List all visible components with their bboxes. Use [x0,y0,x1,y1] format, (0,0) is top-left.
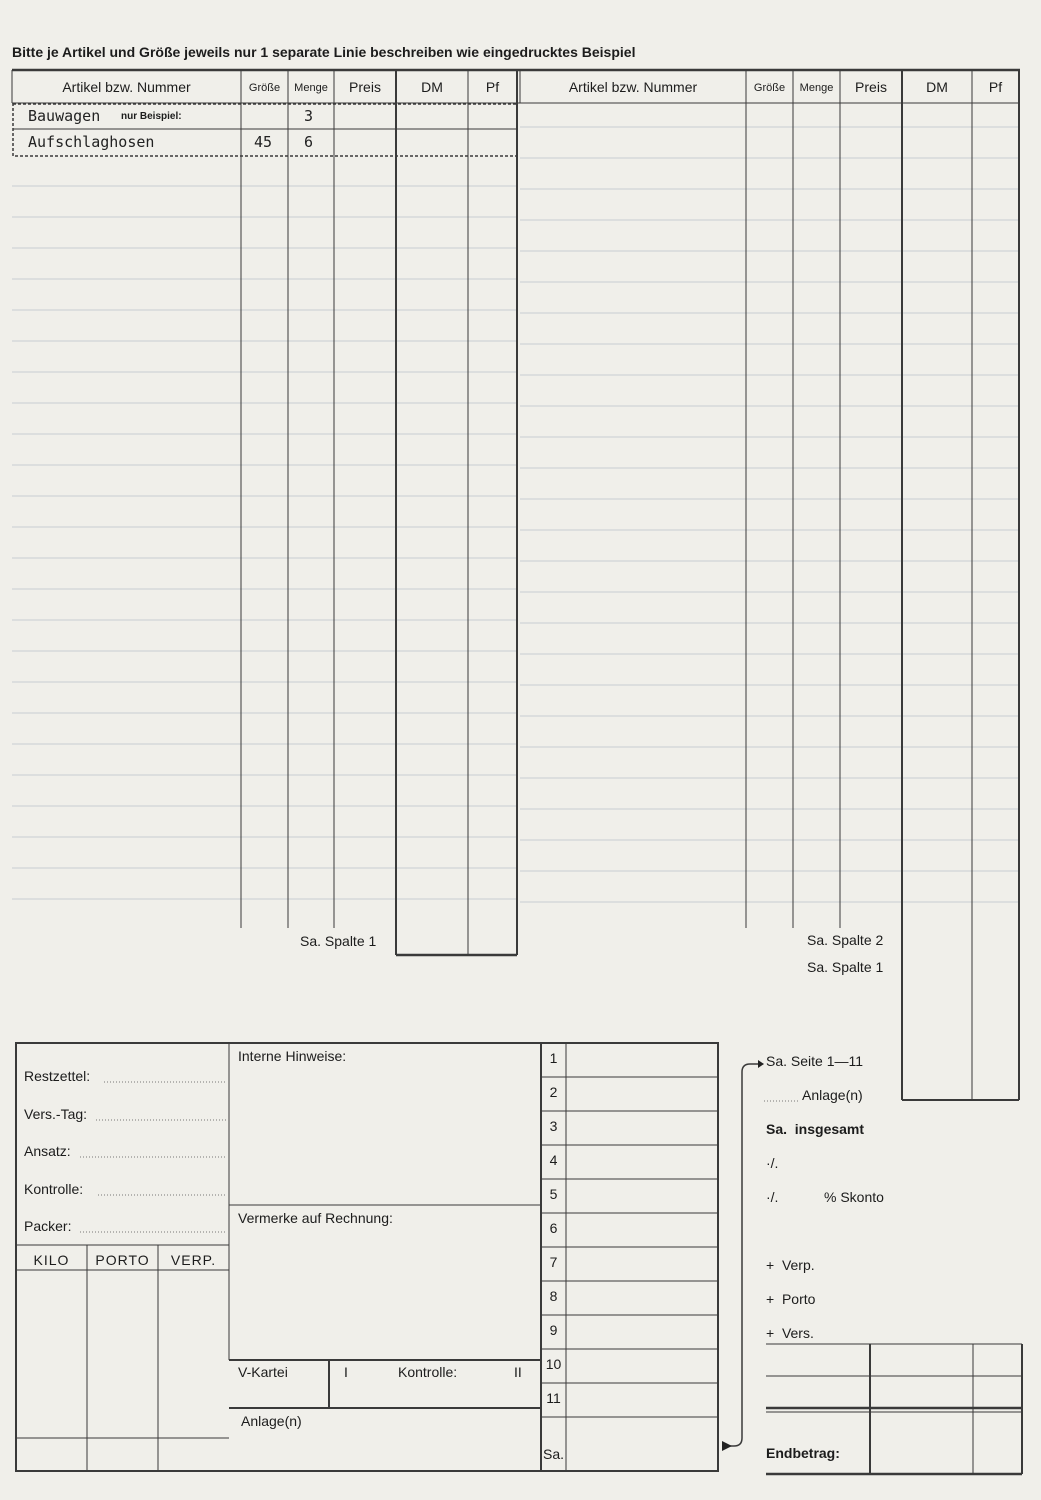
page-number-sum: Sa. [542,1446,564,1462]
header-dm-1: DM [421,79,443,95]
header-qty-1: Menge [294,82,328,94]
header-dm-2: DM [926,79,948,95]
porto-label: PORTO [95,1252,150,1268]
anlagen-total-label: Anlage(n) [802,1087,863,1103]
page-number-4: 4 [549,1152,558,1168]
example-tag: nur Beispiel: [121,111,182,122]
kontrolle-2-label: Kontrolle: [398,1364,458,1380]
sum-column-2-label: Sa. Spalte 2 [807,932,884,948]
page-number-6: 6 [549,1220,558,1236]
header-pf-2: Pf [988,79,1003,95]
page-number-5: 5 [549,1186,558,1202]
example-qty-2: 6 [304,133,314,151]
endbetrag-label: Endbetrag: [766,1445,840,1461]
header-qty-2: Menge [799,82,834,94]
restzettel-label: Restzettel: [24,1068,91,1084]
vers-tag-label: Vers.-Tag: [24,1106,88,1122]
kontrolle-2-mark: II [514,1364,522,1380]
header-size-2: Größe [753,82,786,94]
example-qty-1: 3 [304,107,314,125]
page-number-11: 11 [546,1390,561,1406]
minus-1-label: ·/. [766,1155,779,1171]
packer-label: Packer: [24,1218,72,1234]
header-article-1: Artikel bzw. Nummer [62,79,191,95]
minus-2-label: ·/. [766,1189,779,1205]
example-size-2: 45 [254,133,273,151]
sum-column-1-label: Sa. Spalte 1 [300,933,377,949]
page-number-9: 9 [549,1322,558,1338]
header-size-1: Größe [248,82,281,94]
header-price-1: Preis [349,79,381,95]
plus-porto-label: + Porto [766,1291,816,1307]
header-article-2: Artikel bzw. Nummer [568,79,698,95]
header-pf-1: Pf [485,79,500,95]
header-price-2: Preis [855,79,887,95]
plus-vers-label: + Vers. [766,1325,814,1341]
skonto-label: % Skonto [824,1189,884,1205]
interne-hinweise-label: Interne Hinweise: [238,1048,347,1064]
page-number-3: 3 [549,1118,558,1134]
example-article-2: Aufschlaghosen [28,133,155,151]
page-number-7: 7 [549,1254,558,1270]
sa-seite-label: Sa. Seite 1—11 [766,1053,864,1069]
vkartei-mark: I [344,1364,348,1380]
page-number-2: 2 [549,1084,558,1100]
verp-label: VERP. [170,1252,217,1268]
sum-column-1-repeat-label: Sa. Spalte 1 [807,959,884,975]
anlagen-office-label: Anlage(n) [241,1413,302,1429]
example-article-1: Bauwagen [28,107,101,125]
kilo-label: KILO [33,1252,70,1268]
vermerke-label: Vermerke auf Rechnung: [238,1210,393,1226]
kontrolle-label: Kontrolle: [24,1181,84,1197]
page-number-8: 8 [549,1288,558,1304]
ansatz-label: Ansatz: [24,1143,71,1159]
page-number-10: 10 [545,1356,562,1372]
plus-verp-label: + Verp. [766,1257,815,1273]
sa-insgesamt-label: Sa. insgesamt [766,1121,865,1137]
instruction-text: Bitte je Artikel und Größe jeweils nur 1 separate Linie beschreiben wie eingedrucktes Beispiel [12,44,636,60]
vkartei-label: V-Kartei [238,1364,288,1380]
page-number-1: 1 [549,1050,558,1066]
